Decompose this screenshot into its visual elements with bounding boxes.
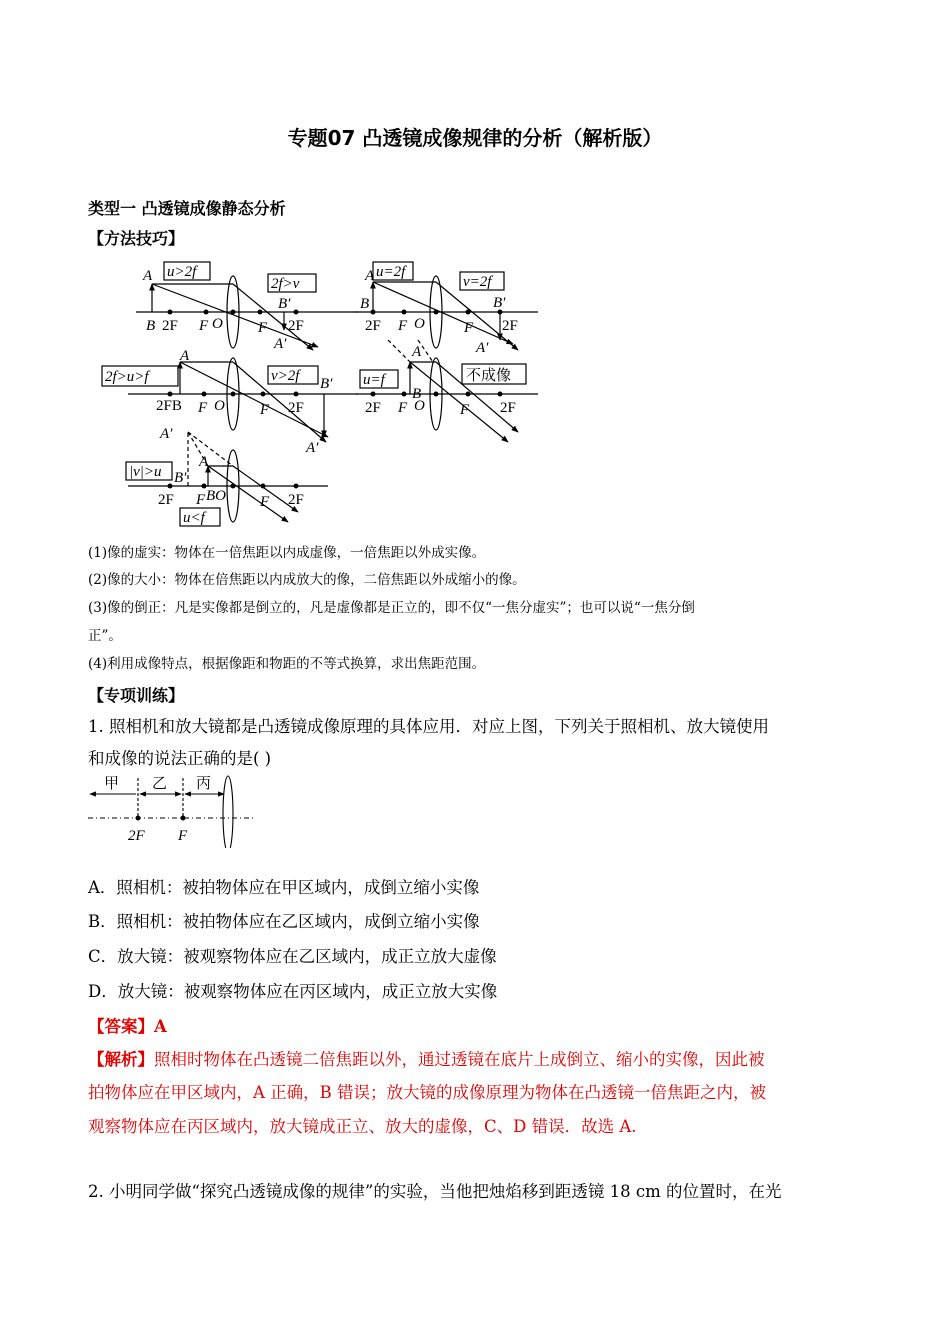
- svg-text:BO: BO: [206, 488, 226, 504]
- method-heading: 【方法技巧】: [88, 229, 185, 248]
- answer-label: 【答案】: [88, 1017, 154, 1036]
- section-heading: 类型一 凸透镜成像静态分析: [88, 199, 286, 218]
- svg-text:B: B: [146, 318, 156, 334]
- box-label: v=2f: [463, 274, 492, 290]
- svg-text:2FB: 2FB: [156, 398, 182, 414]
- svg-text:F: F: [199, 318, 209, 334]
- note-3: (3)像的倒正：凡是实像都是倒立的，凡是虚像都是正立的，即不仅“一焦分虚实”；也可以说“一焦分倒: [88, 600, 695, 616]
- question-1-line-1: 1. 照相机和放大镜都是凸透镜成像原理的具体应用．对应上图，下列关于照相机、放大镜使用: [88, 717, 769, 736]
- svg-text:A′: A′: [476, 340, 489, 356]
- svg-text:O: O: [414, 316, 425, 332]
- svg-text:A: A: [180, 348, 190, 364]
- svg-text:2F: 2F: [288, 400, 304, 416]
- svg-text:F: F: [460, 402, 470, 418]
- box-label: u>2f: [167, 264, 197, 280]
- zone-yi-label: 乙: [152, 776, 168, 792]
- note-1: (1)像的虚实：物体在一倍焦距以内成虚像，一倍焦距以外成实像。: [88, 545, 486, 561]
- lens-imaging-diagram: [88, 252, 548, 532]
- svg-text:B′: B′: [174, 470, 187, 486]
- zone-bing-label: 丙: [196, 776, 212, 792]
- svg-text:B′: B′: [320, 376, 333, 392]
- svg-text:2F: 2F: [288, 492, 304, 508]
- training-heading: 【专项训练】: [88, 686, 185, 705]
- note-3-cont: 正”。: [88, 628, 122, 644]
- svg-text:A′: A′: [160, 426, 173, 442]
- svg-text:2F: 2F: [502, 318, 518, 334]
- svg-text:B′: B′: [493, 295, 506, 311]
- svg-text:A′: A′: [306, 440, 319, 456]
- svg-text:A′: A′: [274, 336, 287, 352]
- svg-text:F: F: [398, 400, 408, 416]
- svg-text:2F: 2F: [365, 400, 381, 416]
- analysis-label: 【解析】: [88, 1050, 154, 1069]
- box-label: |v|>u: [129, 464, 162, 480]
- box-label: 不成像: [466, 368, 512, 384]
- svg-text:B: B: [360, 296, 370, 312]
- svg-text:2F: 2F: [162, 318, 178, 334]
- option-d: D．放大镜：被观察物体应在丙区域内，成正立放大实像: [88, 982, 498, 1001]
- svg-text:A: A: [365, 268, 375, 284]
- svg-text:F: F: [198, 400, 208, 416]
- question-2-line-1: 2. 小明同学做“探究凸透镜成像的规律”的实验，当他把烛焰移到距透镜 18 cm 的位置时，在光: [88, 1182, 782, 1201]
- analysis-line-1: 【解析】照相时物体在凸透镜二倍焦距以外，通过透镜在底片上成倒立、缩小的实像，因此被: [88, 1050, 765, 1069]
- option-c: C．放大镜：被观察物体应在乙区域内，成正立放大虚像: [88, 947, 497, 966]
- answer-value: A: [154, 1017, 167, 1036]
- svg-text:2F: 2F: [158, 492, 174, 508]
- svg-text:F: F: [464, 320, 474, 336]
- svg-text:F: F: [260, 494, 270, 510]
- box-label: 2f>u>f: [105, 369, 149, 385]
- option-a: A．照相机：被拍物体应在甲区域内，成倒立缩小实像: [88, 878, 480, 897]
- svg-text:F: F: [178, 828, 188, 844]
- svg-text:A: A: [412, 344, 422, 360]
- svg-text:O: O: [214, 398, 225, 414]
- option-b: B．照相机：被拍物体应在乙区域内，成倒立缩小实像: [88, 912, 480, 931]
- svg-text:A: A: [143, 268, 153, 284]
- svg-text:F: F: [196, 492, 206, 508]
- svg-text:B′: B′: [278, 296, 291, 312]
- analysis-line-3: 观察物体应在丙区域内，放大镜成正立、放大的虚像，C、D 错误．故选 A.: [88, 1117, 637, 1136]
- svg-text:F: F: [398, 318, 408, 334]
- box-label: u=2f: [376, 264, 406, 280]
- svg-text:2F: 2F: [365, 318, 381, 334]
- question-1-line-2: 和成像的说法正确的是( ): [88, 749, 272, 768]
- note-2: (2)像的大小：物体在倍焦距以内成放大的像，二倍焦距以外成缩小的像。: [88, 572, 526, 588]
- analysis-line-2: 拍物体应在甲区域内，A 正确，B 错误；放大镜的成像原理为物体在凸透镜一倍焦距之内，被: [88, 1083, 767, 1102]
- page-title: 专题07 凸透镜成像规律的分析（解析版）: [287, 126, 663, 150]
- box-label: u<f: [183, 510, 205, 526]
- svg-text:2F: 2F: [128, 828, 145, 844]
- box-label: 2f>v: [271, 276, 300, 292]
- svg-text:O: O: [414, 398, 425, 414]
- svg-text:O: O: [212, 316, 223, 332]
- note-4: (4)利用成像特点，根据像距和物距的不等式换算，求出焦距范围。: [88, 656, 486, 672]
- svg-text:2F: 2F: [288, 318, 304, 334]
- svg-text:F: F: [260, 402, 270, 418]
- convex-lens: [223, 776, 233, 848]
- svg-text:B: B: [412, 386, 422, 402]
- box-label: u=f: [363, 372, 385, 388]
- svg-text:A: A: [199, 454, 209, 470]
- svg-text:2F: 2F: [500, 400, 516, 416]
- svg-text:F: F: [258, 320, 268, 336]
- zone-jia-label: 甲: [104, 776, 120, 792]
- zone-diagram: [88, 770, 258, 848]
- box-label: v>2f: [271, 368, 300, 384]
- answer: [88, 1013, 167, 1037]
